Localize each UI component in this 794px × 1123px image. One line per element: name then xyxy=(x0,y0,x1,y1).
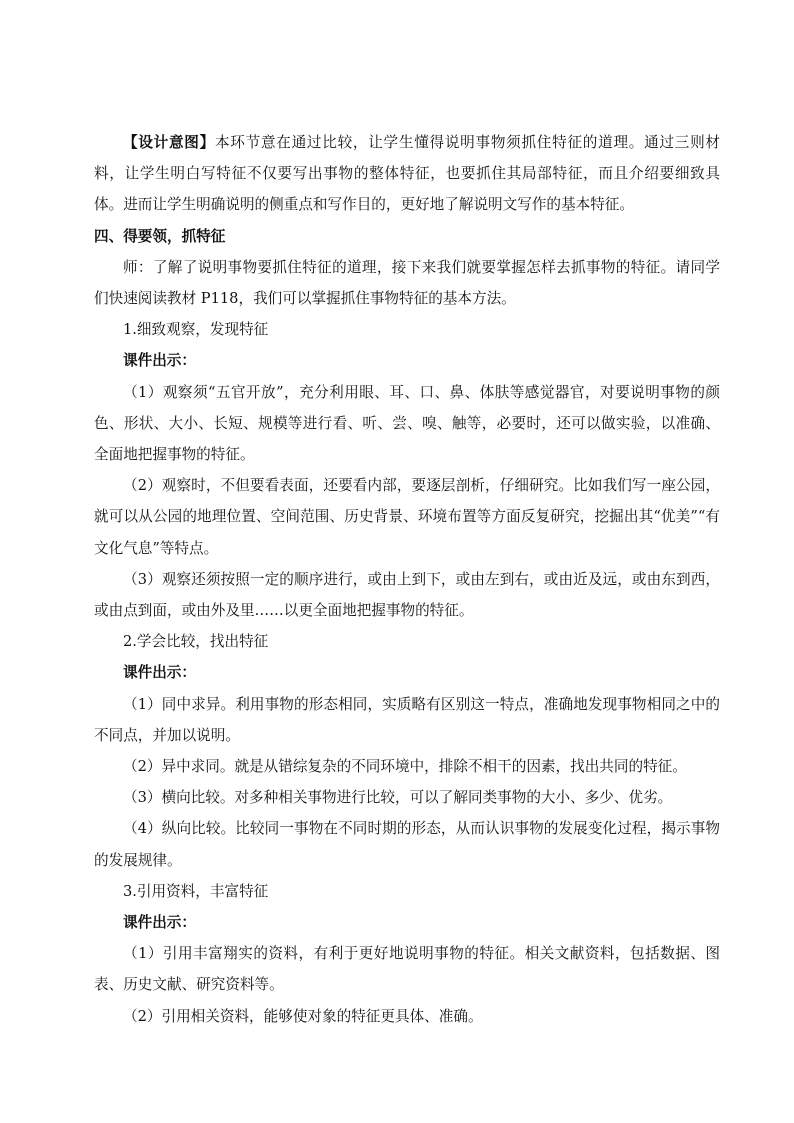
method-1-title: 1.细致观察，发现特征 xyxy=(123,321,269,339)
method-2-item-3: （3）横向比较。对多种相关事物进行比较，可以了解同类事物的大小、多少、优劣。 xyxy=(123,789,673,807)
method-1-item-2: （2）观察时，不但要看表面，还要看内部，要逐层剖析，仔细研究。比如我们写一座公园，就可以从公园的地理位置、空间范围、历史背景、环境布置等方面反复研究，挖掘出其“优美”“有文化气息”等特点。 xyxy=(94,477,720,557)
method-2-item-2: （2）异中求同。就是从错综复杂的不同环境中，排除不相干的因素，找出共同的特征。 xyxy=(123,758,687,776)
method-2-title: 2.学会比较，找出特征 xyxy=(123,633,269,651)
method-2-item-1: （1）同中求异。利用事物的形态相同，实质略有区别这一特点，准确地发现事物相同之中的不同点，并加以说明。 xyxy=(94,695,720,744)
design-intent-text: 本环节意在通过比较，让学生懂得说明事物须抓住特征的道理。通过三则材料，让学生明白写特征不仅要写出事物的整体特征，也要抓住其局部特征，而且介绍要细致具体。进而让学生明确说明的侧重点和写作目的，更好地了解说明文写作的基本特征。 xyxy=(94,134,720,214)
method-1-item-3: （3）观察还须按照一定的顺序进行，或由上到下，或由左到右，或由近及远，或由东到西，或由点到面，或由外及里……以更全面地把握事物的特征。 xyxy=(94,570,720,620)
method-2-item-4: （4）纵向比较。比较同一事物在不同时期的形态，从而认识事物的发展变化过程，揭示事物的发展规律。 xyxy=(94,820,720,869)
teacher-intro-paragraph: 师：了解了说明事物要抓住特征的道理，接下来我们就要掌握怎样去抓事物的特征。请同学们快速阅读教材 P118，我们可以掌握抓住事物特征的基本方法。 xyxy=(94,258,720,308)
courseware-label-2: 课件出示： xyxy=(123,664,196,682)
design-intent-paragraph xyxy=(94,127,720,221)
courseware-label-3: 课件出示： xyxy=(123,914,196,932)
courseware-label-1: 课件出示： xyxy=(123,352,196,370)
method-3-title: 3.引用资料，丰富特征 xyxy=(123,882,269,900)
method-1-item-1: （1）观察须“五官开放”，充分利用眼、耳、口、鼻、体肤等感觉器官，对要说明事物的颜色、形状、大小、长短、规模等进行看、听、尝、嗅、触等，必要时，还可以做实验，以准确、全面地把握事物的特征。 xyxy=(94,383,720,464)
design-intent-label: 【设计意图】 xyxy=(123,134,215,151)
section-heading: 四、得要领，抓特征 xyxy=(94,227,226,245)
method-3-item-2: （2）引用相关资料，能够使对象的特征更具体、准确。 xyxy=(123,1007,483,1025)
document-body xyxy=(94,127,720,1032)
method-3-item-1: （1）引用丰富翔实的资料，有利于更好地说明事物的特征。相关文献资料，包括数据、图表、历史文献、研究资料等。 xyxy=(94,945,720,994)
